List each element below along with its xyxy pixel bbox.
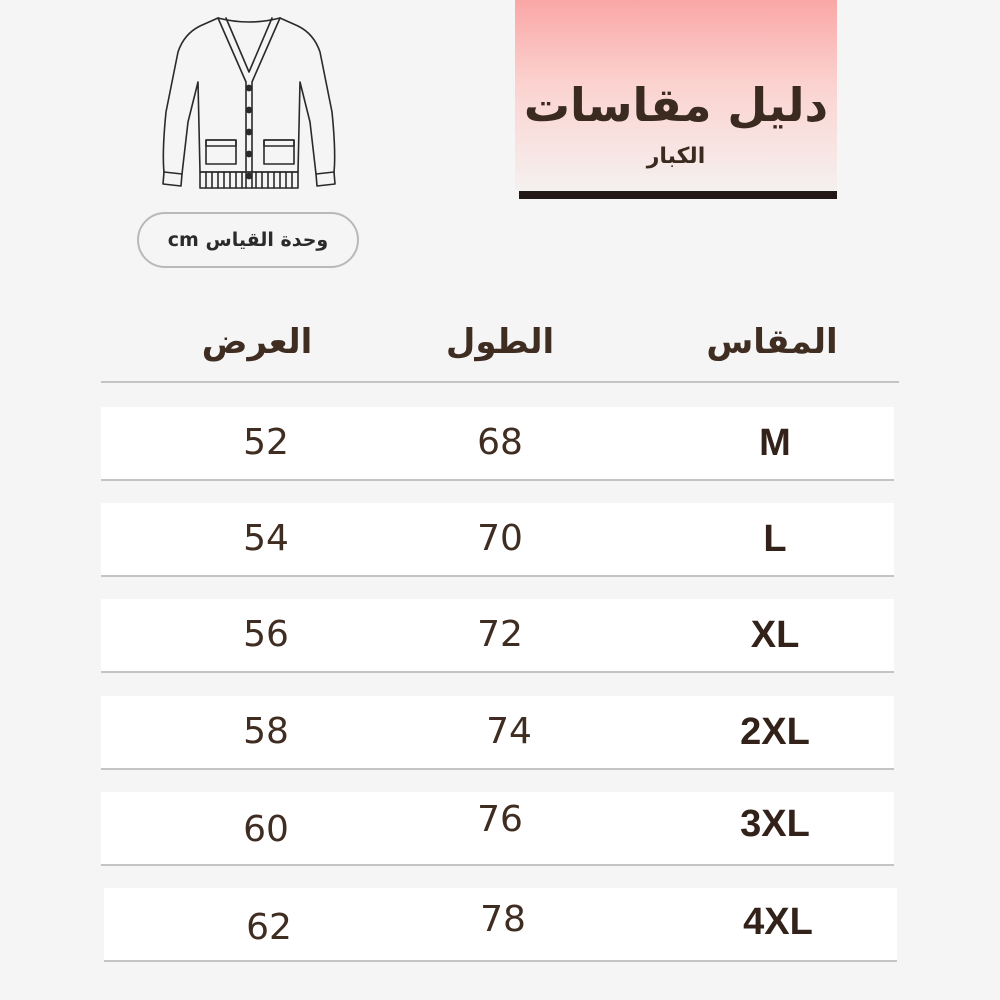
cell-length: 78 [480, 899, 526, 940]
table-row [101, 696, 894, 770]
cell-length: 76 [477, 799, 523, 840]
cell-width: 58 [243, 711, 289, 752]
column-header-size: المقاس [706, 322, 838, 362]
cardigan-icon [160, 12, 340, 192]
cell-size: XL [750, 614, 800, 656]
title-underline [519, 191, 837, 199]
table-row [101, 503, 894, 577]
cell-size: 2XL [740, 711, 810, 753]
cell-size: M [759, 422, 791, 464]
cell-width: 54 [243, 518, 289, 559]
cell-size: 3XL [740, 803, 810, 845]
header-divider [101, 381, 899, 383]
table-row [101, 599, 894, 673]
table-row [104, 888, 897, 962]
cell-length: 70 [477, 518, 523, 559]
cell-width: 52 [243, 422, 289, 463]
cell-length: 68 [477, 422, 523, 463]
cell-width: 56 [243, 614, 289, 655]
cell-size: 4XL [743, 901, 813, 943]
page-title: دليل مقاسات [523, 78, 829, 132]
column-header-width: العرض [201, 322, 313, 362]
cell-length: 72 [477, 614, 523, 655]
column-header-length: الطول [445, 322, 555, 362]
page-subtitle: الكبار [646, 144, 706, 169]
cell-width: 62 [246, 907, 292, 948]
table-row [101, 407, 894, 481]
unit-badge: وحدة القياس cm [137, 212, 359, 268]
cell-width: 60 [243, 809, 289, 850]
cell-size: L [763, 518, 787, 560]
cell-length: 74 [486, 711, 532, 752]
table-row [101, 792, 894, 866]
